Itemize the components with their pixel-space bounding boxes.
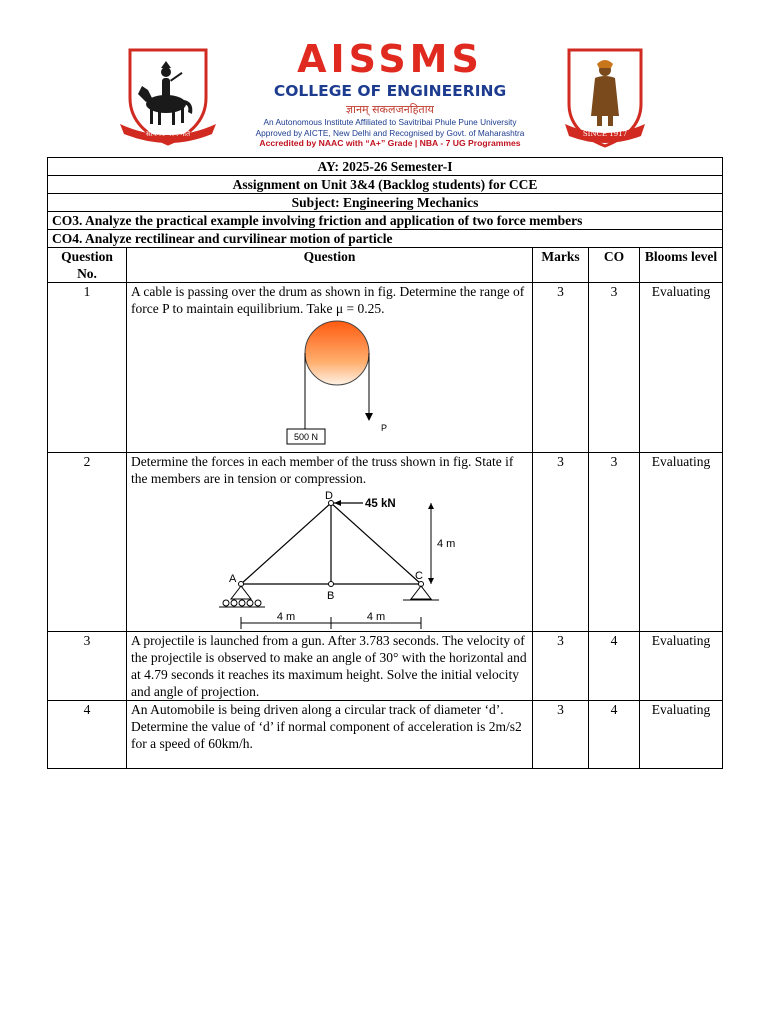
drum-figure	[131, 321, 451, 449]
left-crest-logo	[118, 46, 218, 146]
assignment-table	[47, 157, 723, 769]
question-number: 2	[48, 453, 127, 632]
col-co: CO	[589, 248, 640, 283]
brand-name: AISSMS	[297, 37, 483, 81]
question-co: 3	[589, 283, 640, 453]
force-arrow-icon	[365, 413, 373, 421]
col-question-no: Question No.	[48, 248, 127, 283]
question-number: 1	[48, 283, 127, 453]
question-cell	[127, 283, 533, 453]
height-arrow-top-icon	[428, 503, 434, 509]
support-a-rollers	[223, 600, 261, 606]
ay-row	[48, 158, 723, 176]
node-d-label: D	[325, 490, 333, 502]
question-cell	[127, 453, 533, 632]
right-crest-logo	[563, 46, 647, 150]
question-blooms: Evaluating	[640, 283, 723, 453]
drum-shape	[305, 321, 369, 385]
question-co: 4	[589, 701, 640, 769]
span-right-label: 4 m	[366, 611, 386, 623]
college-motto: ज्ञानम् सकलजनहिताय	[346, 103, 434, 116]
co4-row	[48, 230, 723, 248]
course-outcome-4: CO4. Analyze rectilinear and curvilinear motion of particle	[48, 230, 723, 248]
page-header	[0, 0, 768, 158]
node-c-label: C	[415, 570, 423, 582]
affiliation-line: An Autonomous Institute Affiliated to Savitribai Phule Pune University	[263, 117, 517, 127]
question-marks: 3	[533, 283, 589, 453]
accreditation-line: Accredited by NAAC with “A+” Grade | NBA - 7 UG Programmes	[259, 138, 521, 149]
question-blooms: Evaluating	[640, 632, 723, 701]
question-marks: 3	[533, 453, 589, 632]
question-marks: 3	[533, 701, 589, 769]
question-blooms: Evaluating	[640, 701, 723, 769]
height-label: 4 m	[437, 538, 456, 550]
member-ad	[241, 503, 331, 584]
question-row	[48, 283, 723, 453]
question-text: An Automobile is being driven along a circular track of diameter ‘d’. Determine the value of ‘d’ if normal component of acceleration is 2m/s2 for a speed of 60km/h.	[127, 701, 533, 769]
co3-row	[48, 212, 723, 230]
question-row	[48, 453, 723, 632]
approval-line: Approved by AICTE, New Delhi and Recognised by Govt. of Maharashtra	[255, 127, 525, 138]
question-co: 3	[589, 453, 640, 632]
question-blooms: Evaluating	[640, 453, 723, 632]
support-a-icon	[231, 586, 251, 599]
member-cd	[331, 503, 421, 584]
question-marks: 3	[533, 632, 589, 701]
subject-row	[48, 194, 723, 212]
weight-label: 500 N	[293, 432, 319, 442]
joint-b	[329, 582, 334, 587]
load-arrow-icon	[334, 500, 341, 506]
subject-title: Subject: Engineering Mechanics	[48, 194, 723, 212]
question-text: Determine the forces in each member of the truss shown in fig. State if the members are in tension or compression.	[131, 454, 514, 486]
question-row	[48, 701, 723, 769]
height-arrow-bottom-icon	[428, 578, 434, 584]
question-co: 4	[589, 632, 640, 701]
course-outcome-3: CO3. Analyze the practical example involving friction and application of two force members	[48, 212, 723, 230]
question-number: 3	[48, 632, 127, 701]
assignment-row	[48, 176, 723, 194]
assignment-title: Assignment on Unit 3&4 (Backlog students) for CCE	[48, 176, 723, 194]
question-row	[48, 632, 723, 701]
column-header-row	[48, 248, 723, 283]
load-label: 45 kN	[365, 498, 396, 510]
question-text: A projectile is launched from a gun. After 3.783 seconds. The velocity of the projectile is observed to make an angle of 30° with the horizontal and at 4.79 seconds it reaches its maximum height. Solve the initial velocity and angle of projection.	[127, 632, 533, 701]
node-b-label: B	[327, 590, 335, 602]
support-c-icon	[411, 586, 431, 599]
college-title-block	[230, 38, 550, 149]
academic-year: AY: 2025-26 Semester-I	[48, 158, 723, 176]
college-name: COLLEGE OF ENGINEERING	[273, 82, 507, 100]
question-number: 4	[48, 701, 127, 769]
col-marks: Marks	[533, 248, 589, 283]
force-label: P	[381, 423, 388, 433]
span-left-label: 4 m	[276, 611, 296, 623]
col-blooms: Blooms level	[640, 248, 723, 283]
node-a-label: A	[229, 573, 237, 585]
right-crest-ribbon-text: SINCE 1917	[582, 130, 628, 138]
col-question: Question	[127, 248, 533, 283]
question-text: A cable is passing over the drum as shown in fig. Determine the range of force P to maintain equilibrium. Take μ = 0.25.	[131, 284, 525, 316]
left-crest-ribbon-text: सत्यमेव परम गति	[145, 130, 191, 138]
truss-figure	[131, 490, 456, 631]
